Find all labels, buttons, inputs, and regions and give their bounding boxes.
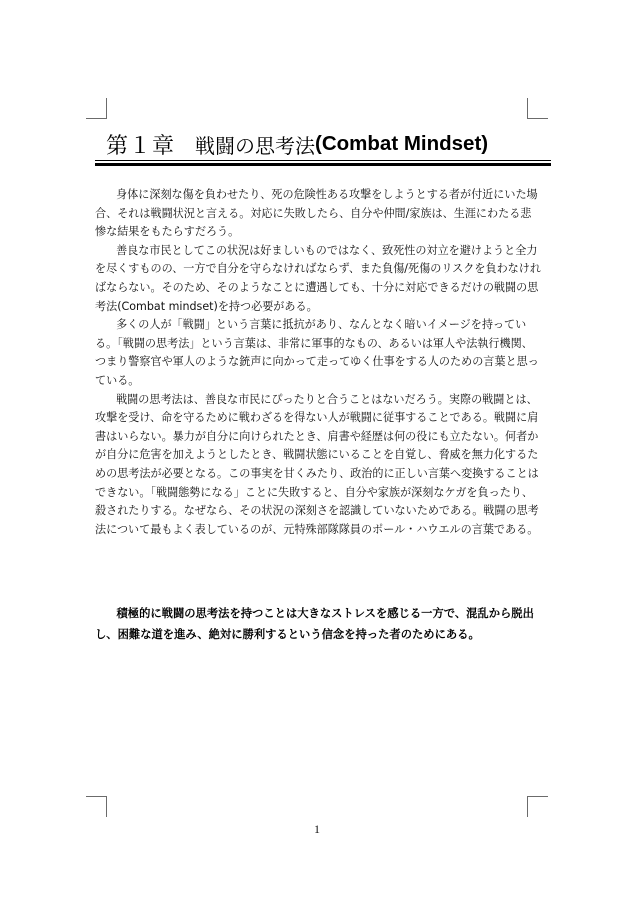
emphasis-quote [95, 603, 543, 645]
paragraph: 多くの人が「戦闘」という言葉に抵抗があり、なんとなく暗いイメージを持っている。「戦闘の思考法」という言葉は、非常に軍事的なもの、あるいは軍人や法執行機関、つまり警察官や軍人のような銃声に向かって走ってゆく仕事をする人のための言葉と思っている。 [95, 318, 539, 387]
chapter-title-ja: 戦闘の思考法 [195, 133, 316, 158]
chapter-title-en: (Combat Mindset) [315, 132, 489, 155]
crop-mark-top-right [527, 98, 548, 119]
chapter-number: 第１章 [106, 133, 176, 159]
crop-mark-bottom-left [86, 796, 107, 817]
crop-mark-top-left [86, 98, 107, 119]
chapter-heading [106, 126, 546, 162]
paragraph: 善良な市民としてこの状況は好ましいものではなく、致死性の対立を避けようと全力を尽くすものの、一方で自分を守らなければならず、また負傷/死傷のリスクを負わなければならない。そのため、そのようなことに遭遇しても、十分に対応できるだけの戦闘の思考法(Combat mindset)を持つ必要がある。 [95, 243, 541, 313]
page-number: 1 [314, 822, 320, 836]
body-text [95, 186, 541, 539]
crop-mark-bottom-right [527, 796, 548, 817]
emphasis-text: 積極的に戦闘の思考法を持つことは大きなストレスを感じる一方で、混乱から脱出し、困難な道を進み、絶対に勝利するという信念を持った者のためにある。 [95, 607, 534, 641]
heading-rule-thick [95, 163, 551, 166]
paragraph: 戦闘の思考法は、善良な市民にぴったりと合うことはないだろう。実際の戦闘とは、攻撃を受け、命を守るために戦わざるを得ない人が戦闘に従事することである。戦闘に肩書はいらない。暴力が自分に向けられたとき、肩書や経歴は何の役にも立たない。何者かが自分に危害を加えようとしたとき、戦闘状態にいることを自覚し、脅威を無力化するための思考法が必要となる。この事実を甘くみたり、政治的に正しい言葉へ変換することはできない。「戦闘態勢になる」ことに失敗すると、自分や家族が深刻なケガを負ったり、殺されたりする。なぜなら、その状況の深刻さを認識していないためである。戦闘の思考法について最もよく表しているのが、元特殊部隊隊員のポール・ハウエルの言葉である。 [95, 392, 539, 536]
heading-rule-thin [95, 160, 551, 161]
paragraph: 身体に深刻な傷を負わせたり、死の危険性ある攻撃をしようとする者が付近にいた場合、それは戦闘状況と言える。対応に失敗したら、自分や仲間/家族は、生涯にわたる悲惨な結果をもたらすだろう。 [95, 188, 538, 239]
